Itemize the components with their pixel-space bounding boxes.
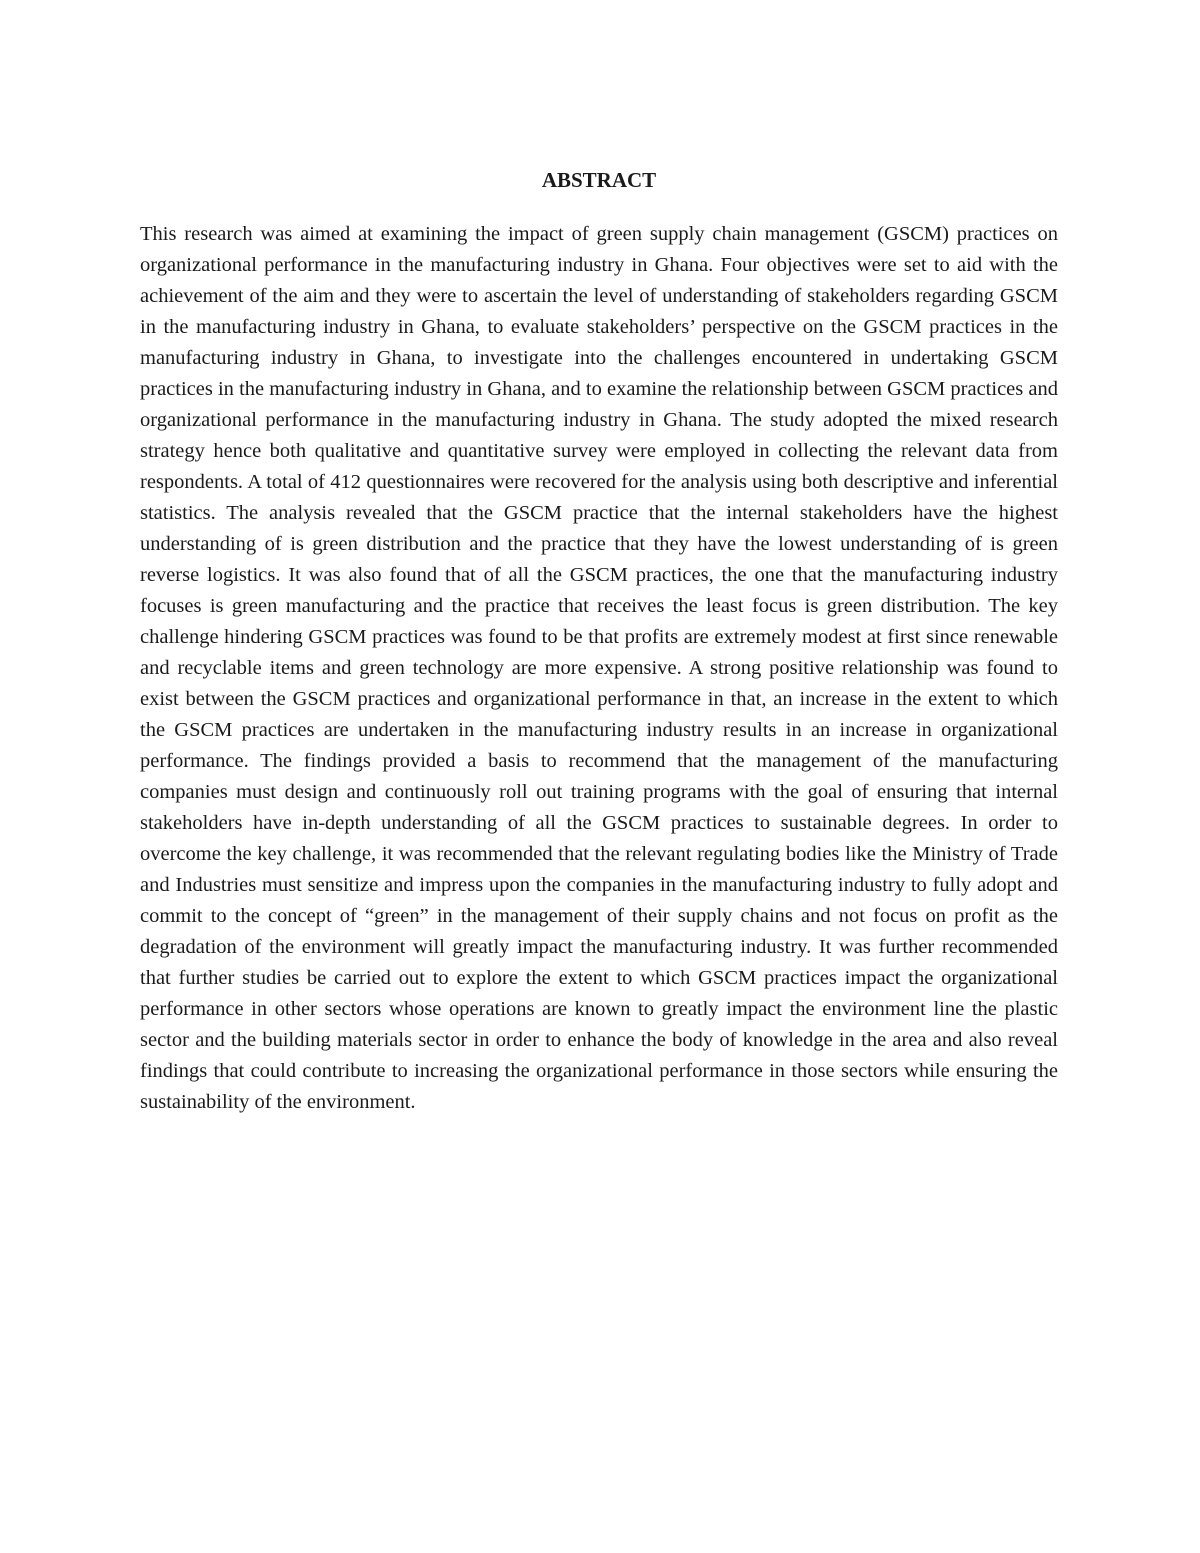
abstract-heading: ABSTRACT xyxy=(541,168,657,192)
abstract-body: This research was aimed at examining the impact of green supply chain management (GSCM) practices on organizational performance in the manufacturing industry in Ghana. Four objectives were set to aid with the achievement of the aim and they were to ascertain the level of understanding of stakeholders regarding GSCM in the manufacturing industry in Ghana, to evaluate stakeholders’ perspective on the GSCM practices in the manufacturing industry in Ghana, to investigate into the challenges encountered in undertaking GSCM practices in the manufacturing industry in Ghana, and to examine the relationship between GSCM practices and organizational performance in the manufacturing industry in Ghana. The study adopted the mixed research strategy hence both qualitative and quantitative survey were employed in collecting the relevant data from respondents. A total of 412 questionnaires were recovered for the analysis using both descriptive and inferential statistics. The analysis revealed that the GSCM practice that the internal stakeholders have the highest understanding of is green distribution and the practice that they have the lowest understanding of is green reverse logistics. It was also found that of all the GSCM practices, the one that the manufacturing industry focuses is green manufacturing and the practice that receives the least focus is green distribution. The key challenge hindering GSCM practices was found to be that profits are extremely modest at first since renewable and recyclable items and green technology are more expensive. A strong positive relationship was found to exist between the GSCM practices and organizational performance in that, an increase in the extent to which the GSCM practices are undertaken in the manufacturing industry results in an increase in organizational performance. The findings provided a basis to recommend that the management of the manufacturing companies must design and continuously roll out training programs with the goal of ensuring that internal stakeholders have in-depth understanding of all the GSCM practices to sustainable degrees. In order to overcome the key challenge, it was recommended that the relevant regulating bodies like the Ministry of Trade and Industries must sensitize and impress upon the companies in the manufacturing industry to fully adopt and commit to the concept of “green” in the management of their supply chains and not focus on profit as the degradation of the environment will greatly impact the manufacturing industry. It was further recommended that further studies be carried out to explore the extent to which GSCM practices impact the organizational performance in other sectors whose operations are known to greatly impact the environment line the plastic sector and the building materials sector in order to enhance the body of knowledge in the area and also reveal findings that could contribute to increasing the organizational performance in those sectors while ensuring the sustainability of the environment. xyxy=(140,223,1058,1113)
